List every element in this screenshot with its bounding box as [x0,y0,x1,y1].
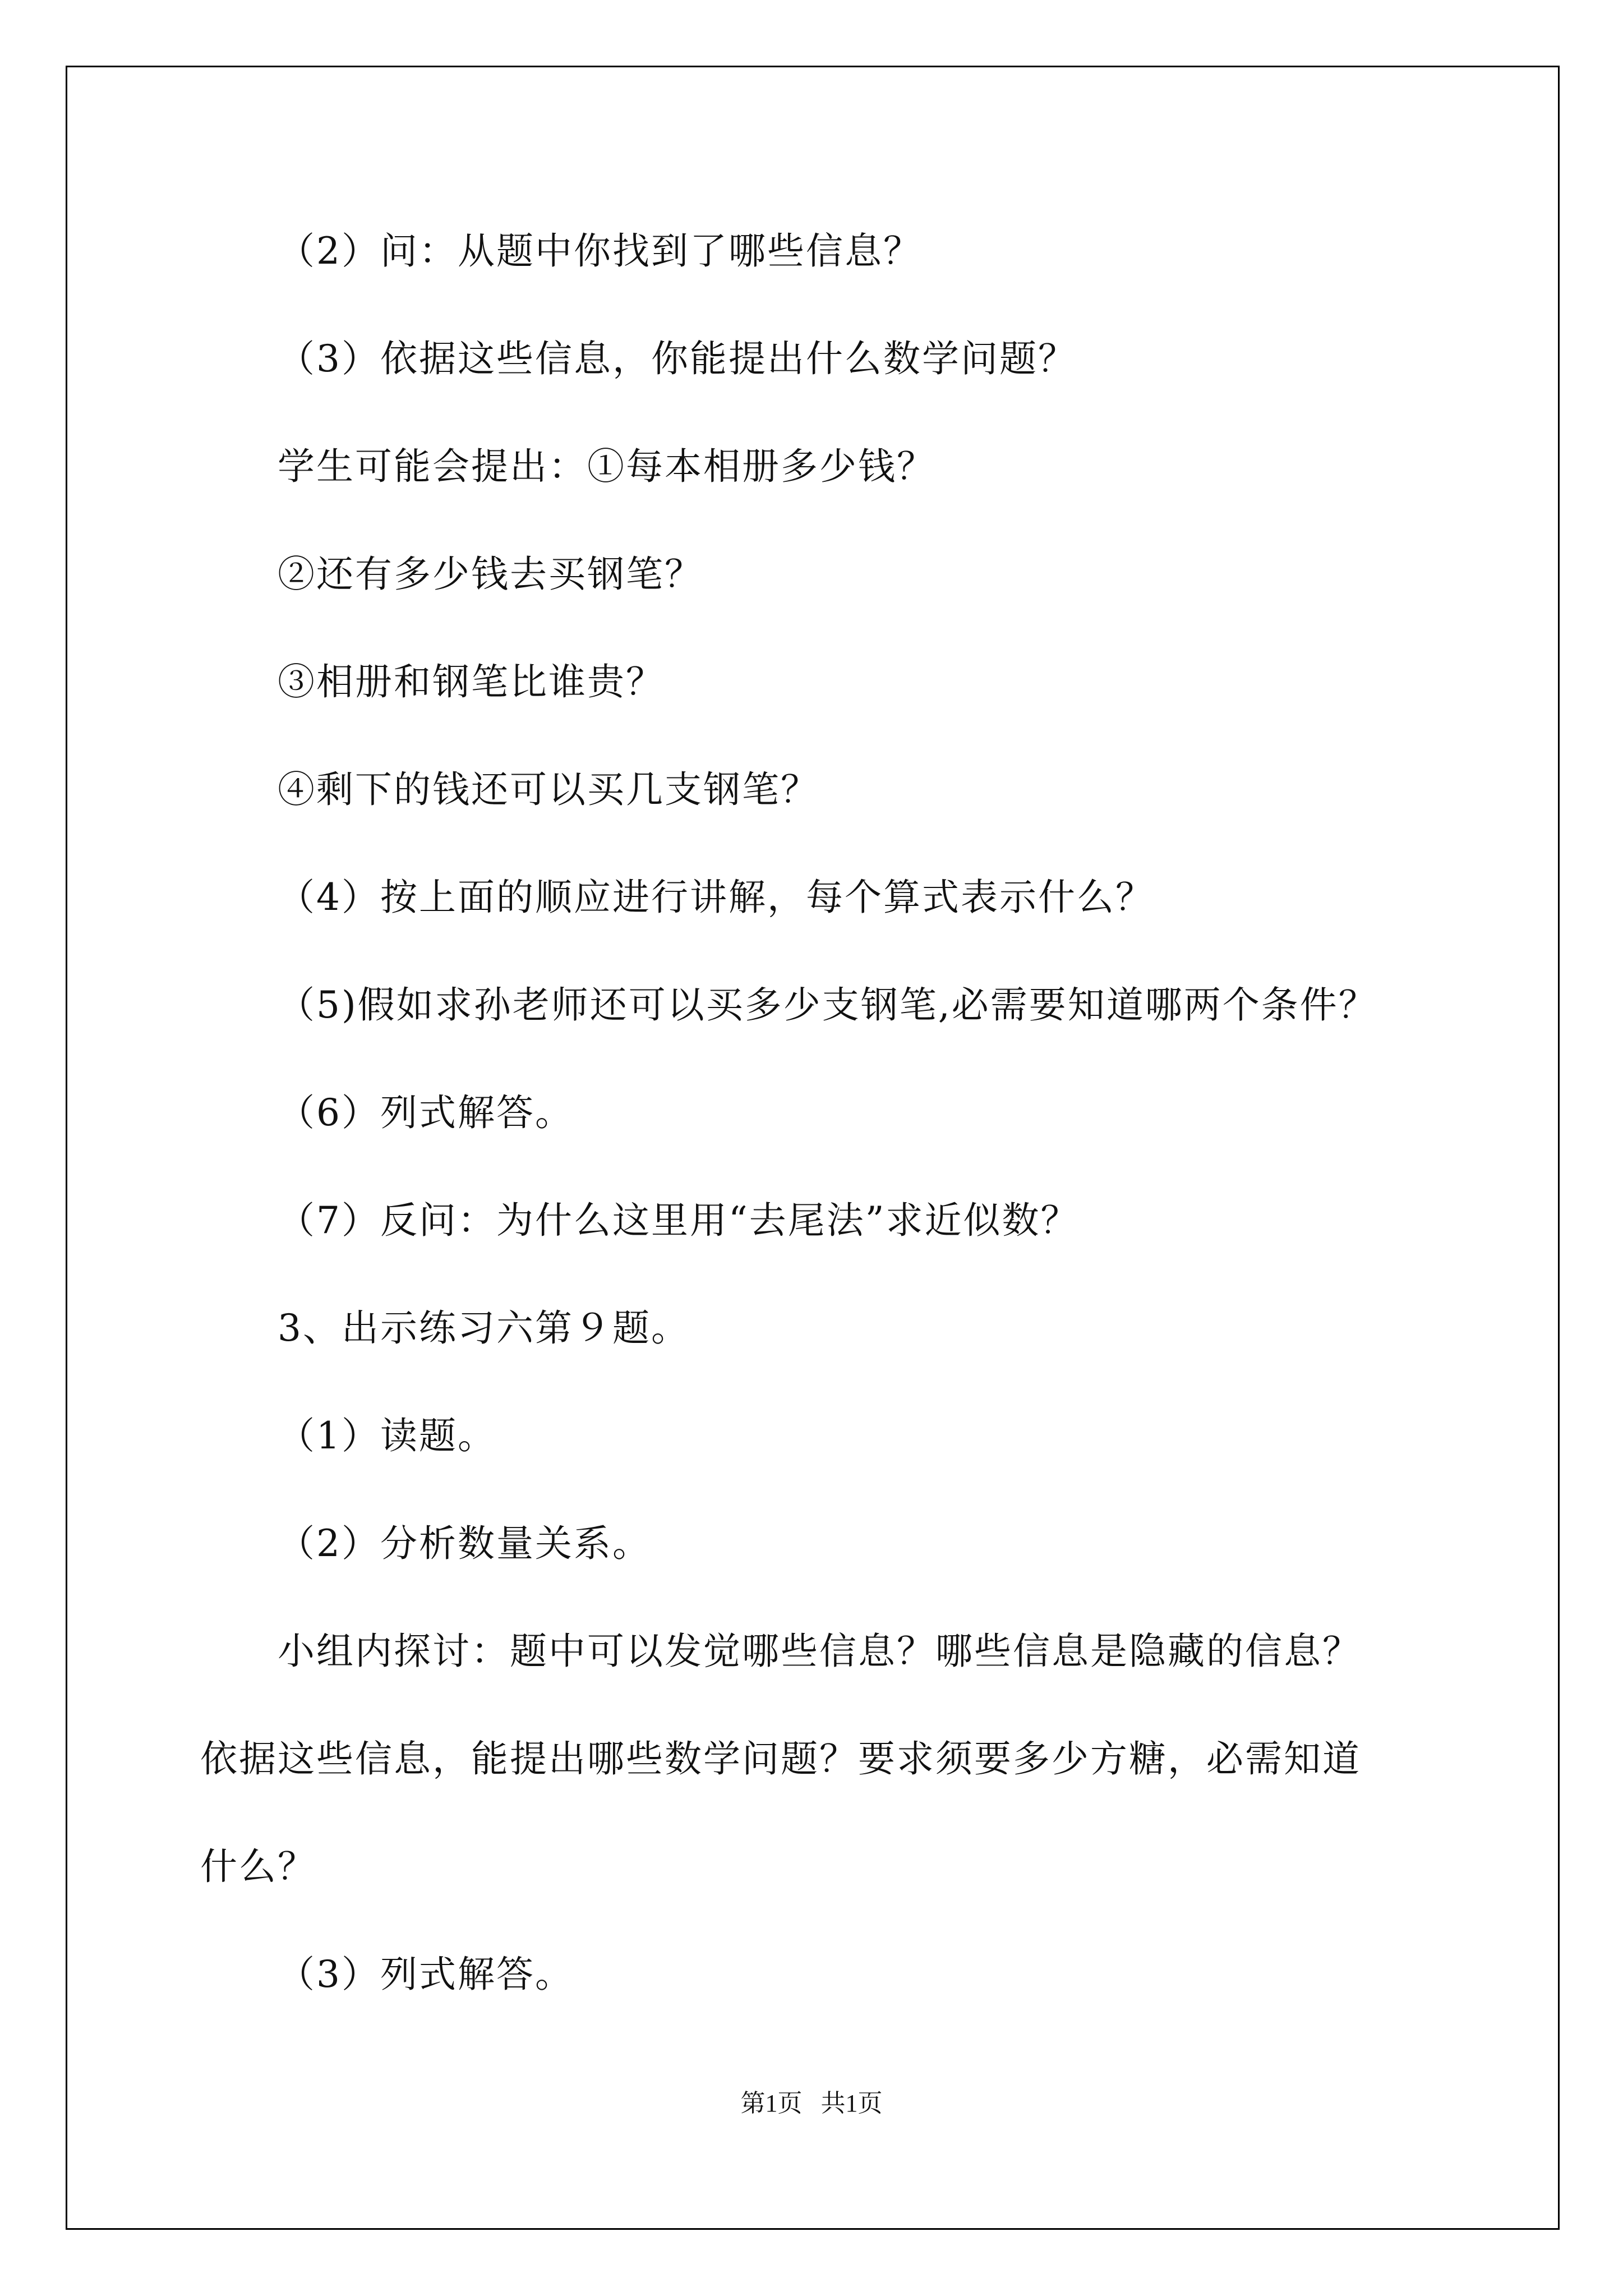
page-border [66,66,1560,2230]
paragraph-3: 学生可能会提出：①每本相册多少钱？ [278,445,935,488]
paragraph-14-continued: 依据这些信息，能提出哪些数学问题？要求须要多少方糖，必需知道 [200,1737,1361,1780]
paragraph-2: （3）依据这些信息，你能提出什么数学问题？ [278,337,1077,380]
paragraph-14-end: 什么？ [200,1845,316,1888]
paragraph-10: （7）反问：为什么这里用“去尾法”求近似数？ [278,1199,1080,1242]
paragraph-15: （3）列式解答。 [278,1953,574,1996]
paragraph-13: （2）分析数量关系。 [278,1522,651,1565]
page-footer: 第1页 共1页 [740,2090,883,2117]
paragraph-11: 3、出示练习六第９题。 [278,1306,690,1350]
paragraph-6: ④剩下的钱还可以买几支钢笔？ [278,768,819,811]
paragraph-1: （2）问：从题中你找到了哪些信息？ [278,229,922,273]
paragraph-9: （6）列式解答。 [278,1091,574,1134]
paragraph-12: （1）读题。 [278,1414,496,1457]
paragraph-8: （5)假如求孙老师还可以买多少支钢笔,必需要知道哪两个条件？ [278,983,1377,1027]
paragraph-5: ③相册和钢笔比谁贵？ [278,660,665,703]
paragraph-14: 小组内探讨：题中可以发觉哪些信息？哪些信息是隐藏的信息？ [278,1630,1361,1673]
paragraph-7: （4）按上面的顺应进行讲解，每个算式表示什么？ [278,876,1154,919]
paragraph-4: ②还有多少钱去买钢笔？ [278,553,703,596]
